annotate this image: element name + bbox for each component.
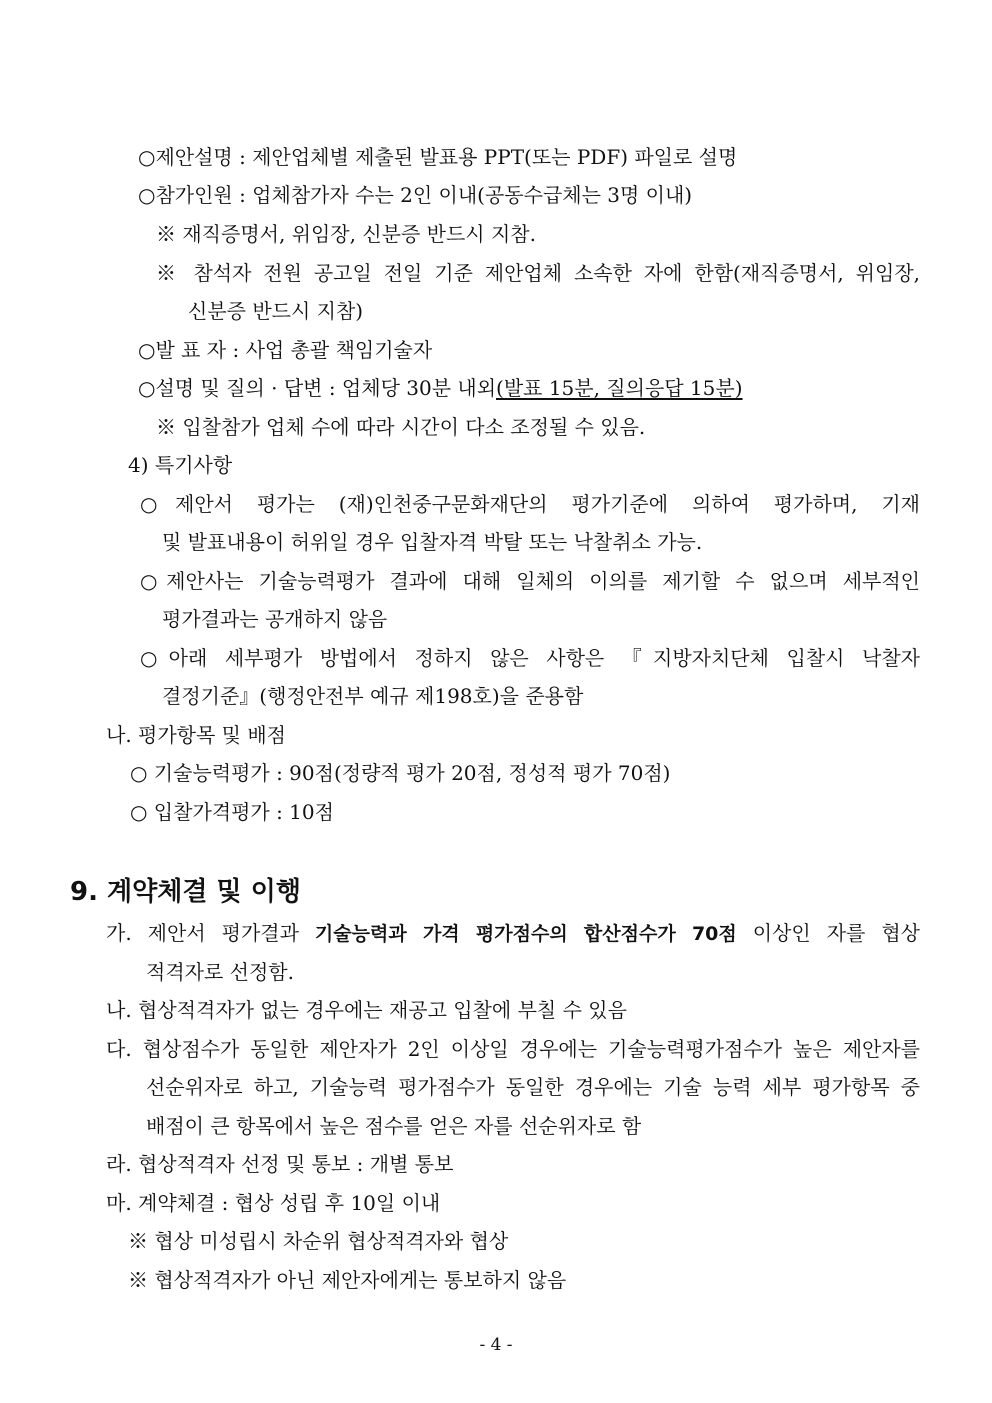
scoring-technical: ○ 기술능력평가 : 90점(정량적 평가 20점, 정성적 평가 70점) — [130, 761, 671, 785]
qa-time-label: ○설명 및 질의 · 답변 : 업체당 30분 내외 — [138, 376, 497, 400]
contract-item-na: 나. 협상적격자가 없는 경우에는 재공고 입찰에 부칠 수 있음 — [106, 998, 627, 1022]
qa-time-breakdown: (발표 15분, 질의응답 15분) — [496, 376, 743, 400]
contract-note-1: ※ 협상 미성립시 차순위 협상적격자와 협상 — [128, 1229, 509, 1253]
special-note-3: ○아래 세부평가 방법에서 정하지 않은 사항은 『지방자치단체 입찰시 낙찰자 — [140, 646, 920, 670]
section-heading: 9. 계약체결 및 이행 — [70, 877, 301, 907]
contract-item-da-cont-2: 배점이 큰 항목에서 높은 점수를 얻은 자를 선순위자로 함 — [146, 1114, 642, 1138]
time-adjust-note: ※ 입찰참가 업체 수에 따라 시간이 다소 조정될 수 있음. — [156, 415, 646, 439]
special-notes-title: 4) 특기사항 — [128, 453, 233, 477]
attendee-eligibility-note-cont: 신분증 반드시 지참) — [188, 299, 364, 323]
scoring-price: ○ 입찰가격평가 : 10점 — [130, 800, 334, 824]
presentation-method-line: ○제안설명 : 제안업체별 제출된 발표용 PPT(또는 PDF) 파일로 설명 — [138, 145, 738, 169]
scoring-title: 나. 평가항목 및 배점 — [106, 723, 286, 747]
contract-item-ma: 마. 계약체결 : 협상 성립 후 10일 이내 — [106, 1191, 441, 1215]
page-number: - 4 - — [479, 1335, 513, 1355]
contract-note-2: ※ 협상적격자가 아닌 제안자에게는 통보하지 않음 — [128, 1268, 567, 1292]
special-note-2: ○제안사는 기술능력평가 결과에 대해 일체의 이의를 제기할 수 없으며 세부적인 — [140, 569, 920, 593]
contract-item-da: 다. 협상점수가 동일한 제안자가 2인 이상일 경우에는 기술능력평가점수가 높은 제안자를 — [106, 1037, 920, 1061]
special-note-2-cont: 평가결과는 공개하지 않음 — [162, 607, 388, 631]
attendee-eligibility-note: ※ 참석자 전원 공고일 전일 기준 제안업체 소속한 자에 한함(재직증명서, 위임장, — [156, 261, 920, 285]
attendees-line: ○참가인원 : 업체참가자 수는 2인 이내(공동수급체는 3명 이내) — [138, 183, 693, 207]
contract-item-ga-emphasis: 기술능력과 가격 평가점수의 합산점수가 70점 — [314, 923, 737, 945]
qa-time-line — [138, 373, 743, 403]
special-note-1: ○제안서 평가는 (재)인천중구문화재단의 평가기준에 의하여 평가하며, 기재 — [140, 492, 920, 516]
contract-item-da-cont-1: 선순위자로 하고, 기술능력 평가점수가 동일한 경우에는 기술 능력 세부 평가항목 중 — [146, 1075, 920, 1099]
contract-item-ga-pre: 가. 제안서 평가결과 — [106, 921, 315, 945]
presenter-line: ○발 표 자 : 사업 총괄 책임기술자 — [138, 338, 433, 362]
special-note-3-cont: 결정기준』(행정안전부 예규 제198호)을 준용함 — [162, 684, 584, 708]
contract-item-ra: 라. 협상적격자 선정 및 통보 : 개별 통보 — [106, 1152, 454, 1176]
contract-item-ga-cont: 적격자로 선정함. — [146, 960, 294, 984]
contract-item-ga — [106, 918, 920, 948]
contract-item-ga-post: 이상인 자를 협상 — [736, 921, 920, 945]
required-documents-note: ※ 재직증명서, 위임장, 신분증 반드시 지참. — [156, 222, 536, 246]
special-note-1-cont: 및 발표내용이 허위일 경우 입찰자격 박탈 또는 낙찰취소 가능. — [162, 530, 703, 554]
